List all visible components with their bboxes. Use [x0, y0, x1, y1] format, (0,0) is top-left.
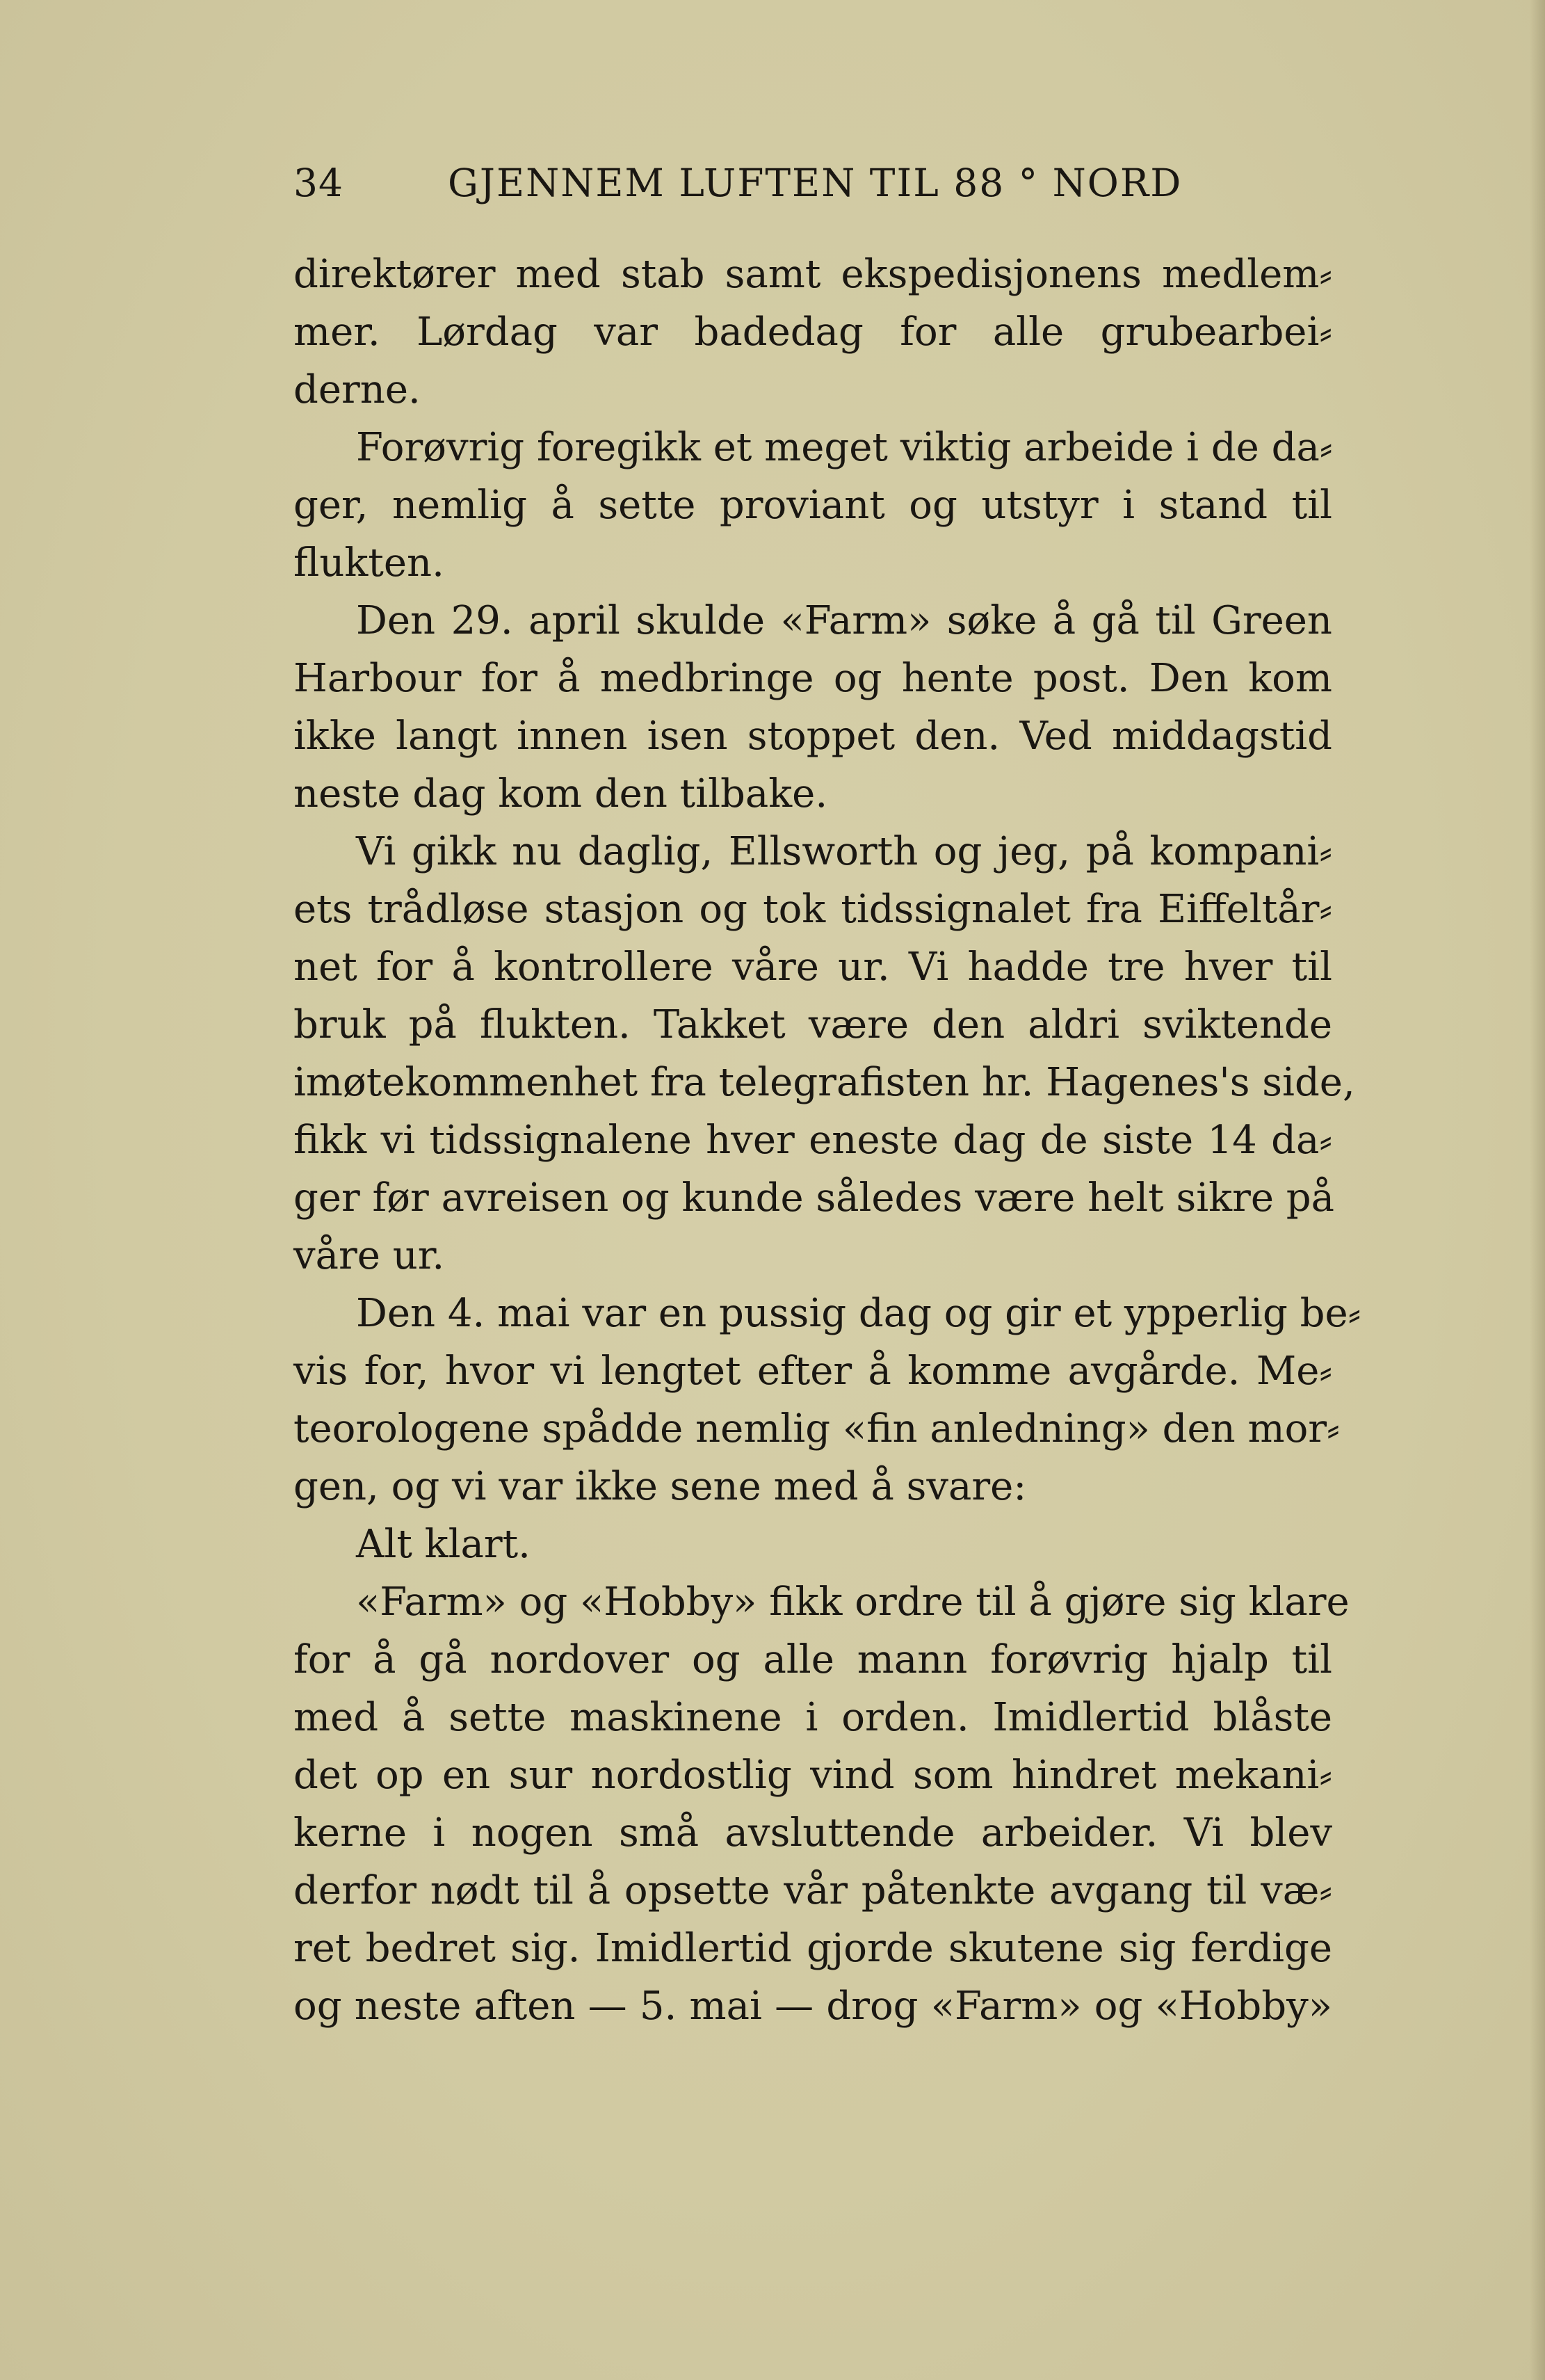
text-line: fikk vi tidssignalene hver eneste dag de siste 14 da⸗	[293, 1118, 1332, 1163]
text-line: for å gå nordover og alle mann forøvrig hjalp til	[293, 1637, 1332, 1682]
text-line: ger før avreisen og kunde således være helt sikre på	[293, 1175, 1335, 1221]
text-line: teorologene spådde nemlig «fin anledning» den mor⸗	[293, 1406, 1340, 1452]
text-line: gen, og vi var ikke sene med å svare:	[293, 1464, 1027, 1509]
text-line: ger, nemlig å sette proviant og utstyr i stand til	[293, 483, 1332, 528]
text-line: Alt klart.	[356, 1522, 531, 1567]
page-edge-shadow	[1530, 0, 1545, 2380]
body-text	[293, 246, 1361, 2035]
running-header	[293, 159, 1183, 207]
text-line: derfor nødt til å opsette vår påtenkte avgang til væ⸗	[293, 1868, 1332, 1913]
text-line: direktører med stab samt ekspedisjonens medlem⸗	[293, 252, 1332, 297]
text-line: ret bedret sig. Imidlertid gjorde skutene sig ferdige	[293, 1926, 1332, 1971]
text-line: våre ur.	[293, 1233, 445, 1278]
text-line: imøtekommenhet fra telegrafisten hr. Hagenes's side,	[293, 1060, 1355, 1105]
text-line: neste dag kom den tilbake.	[293, 771, 828, 817]
text-line: Harbour for å medbringe og hente post. Den kom	[293, 656, 1332, 701]
page-number: 34	[293, 161, 343, 205]
text-line: kerne i nogen små avsluttende arbeider. Vi blev	[293, 1810, 1332, 1856]
text-line: flukten.	[293, 540, 444, 586]
text-line: ets trådløse stasjon og tok tidssignalet fra Eiffeltår⸗	[293, 887, 1332, 932]
text-line: Den 4. mai var en pussig dag og gir et ypperlig be⸗	[356, 1291, 1361, 1336]
text-line: og neste aften — 5. mai — drog «Farm» og «Hobby»	[293, 1984, 1332, 2029]
text-line: vis for, hvor vi lengtet efter å komme avgårde. Me⸗	[293, 1349, 1332, 1394]
text-line: net for å kontrollere våre ur. Vi hadde tre hver til	[293, 944, 1332, 990]
text-line: bruk på flukten. Takket være den aldri sviktende	[293, 1002, 1332, 1047]
text-line: ikke langt innen isen stoppet den. Ved middagstid	[293, 714, 1332, 759]
text-line: derne.	[293, 367, 421, 412]
running-title: GJENNEM LUFTEN TIL 88 ° NORD	[448, 161, 1183, 205]
text-line: med å sette maskinene i orden. Imidlertid blåste	[293, 1695, 1332, 1740]
text-line: Forøvrig foregikk et meget viktig arbeide i de da⸗	[356, 425, 1333, 470]
text-line: «Farm» og «Hobby» fikk ordre til å gjøre sig klare	[356, 1579, 1350, 1625]
text-line: det op en sur nordostlig vind som hindret mekani⸗	[293, 1753, 1332, 1798]
text-line: Den 29. april skulde «Farm» søke å gå til Green	[356, 598, 1332, 643]
text-line: Vi gikk nu daglig, Ellsworth og jeg, på kompani⸗	[356, 829, 1332, 874]
text-line: mer. Lørdag var badedag for alle grubearbei⸗	[293, 309, 1332, 355]
